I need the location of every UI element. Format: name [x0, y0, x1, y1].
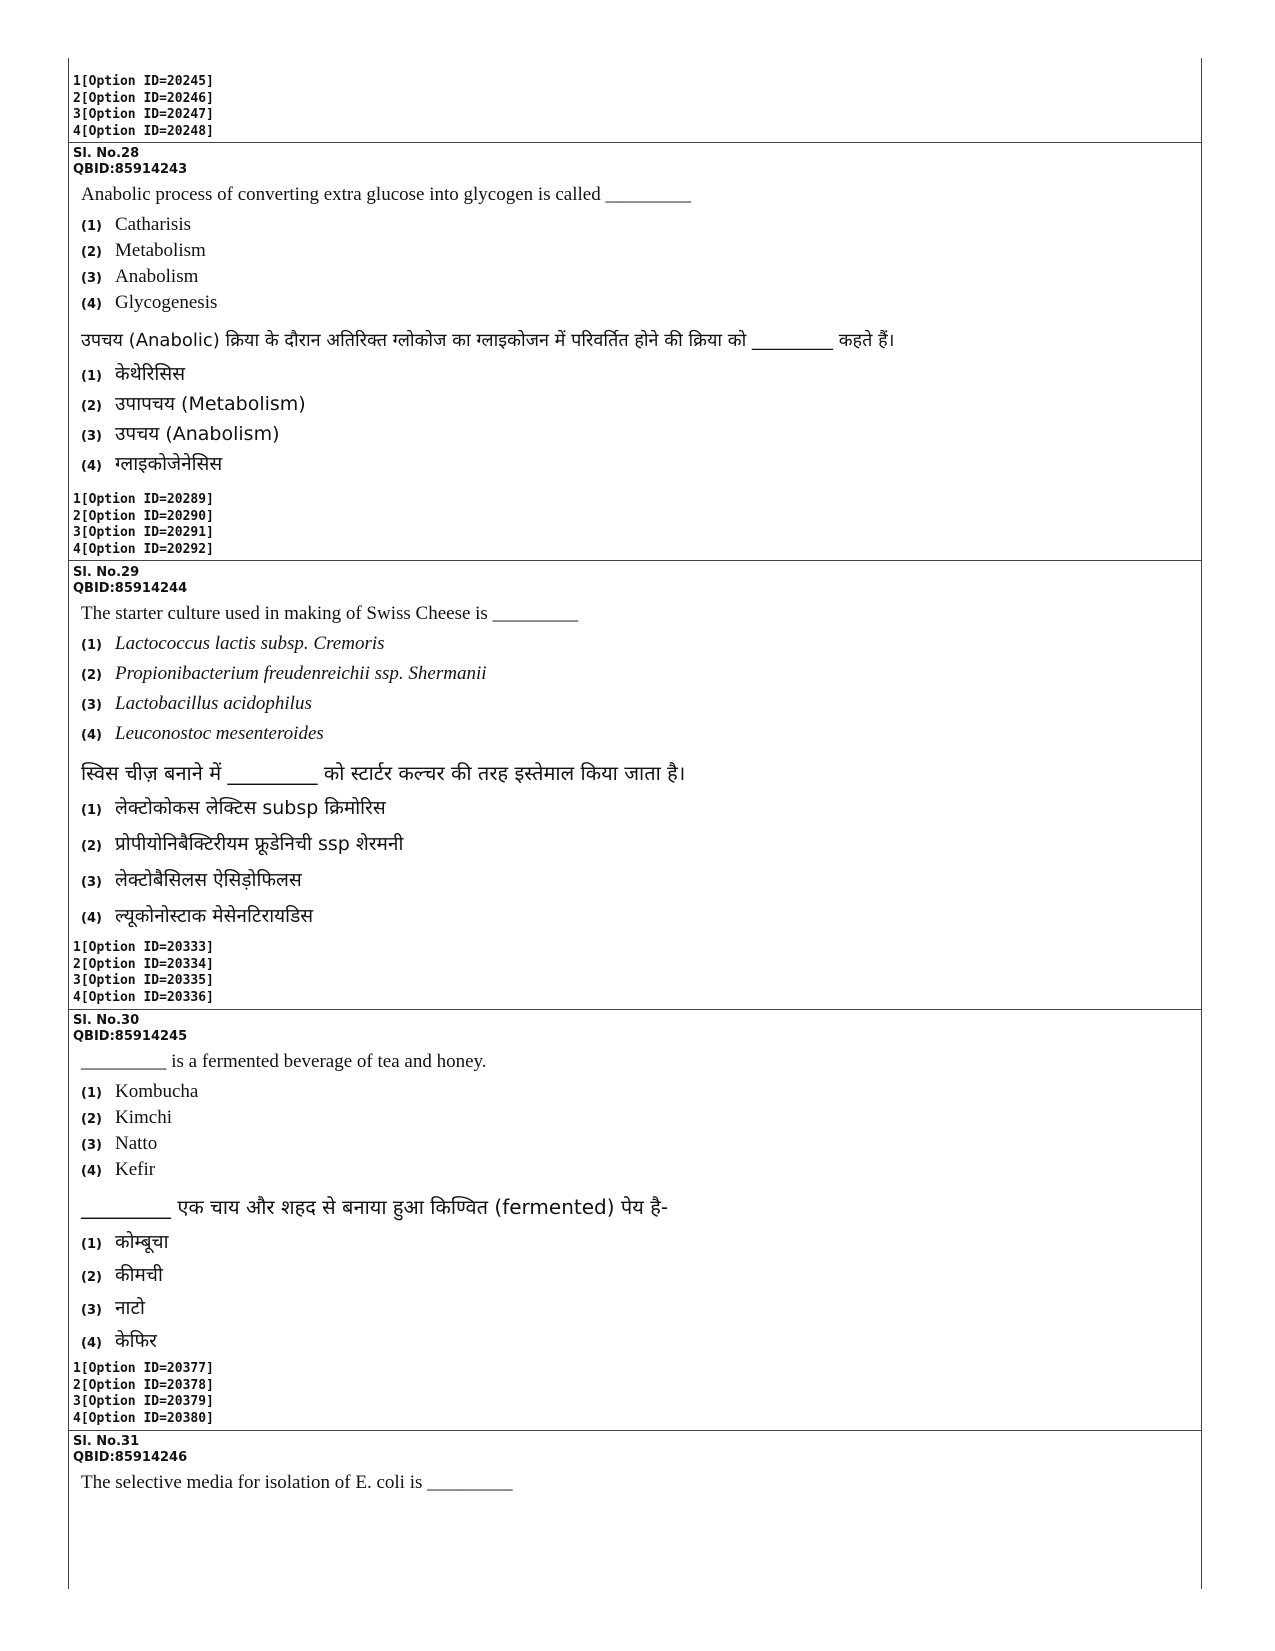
option-hi: [81, 1228, 1201, 1261]
question-text-en: _________ is a fermented beverage of tea and honey.: [81, 1051, 487, 1072]
option-en: [81, 240, 1201, 266]
option-hi: [81, 794, 1201, 830]
option-en: [81, 1133, 1201, 1159]
option-text: Metabolism: [115, 240, 206, 261]
question-text-hi: उपचय (Anabolic) क्रिया के दौरान अतिरिक्त ग्लोकोज का ग्लाइकोजन में परिवर्तित होने की क्रिया को _________ कहते हैं।: [81, 330, 895, 351]
qbid: QBID:85914243: [73, 162, 188, 177]
option-id: 1[Option ID=20377]: [73, 1361, 214, 1376]
option-number: (3): [81, 698, 102, 713]
option-text: Propionibacterium freudenreichii ssp. Shermanii: [115, 663, 487, 684]
option-en: [81, 723, 1201, 753]
option-id: 1[Option ID=20245]: [73, 74, 214, 89]
option-id: 1[Option ID=20333]: [73, 940, 214, 955]
option-number: (4): [81, 1336, 102, 1351]
option-ids-q30: [69, 1361, 1201, 1427]
option-en: [81, 1159, 1201, 1185]
option-hi: [81, 1294, 1201, 1327]
option-hi: [81, 390, 1201, 420]
option-number: (2): [81, 1270, 102, 1285]
option-hi: [81, 1261, 1201, 1294]
option-text: Glycogenesis: [115, 292, 218, 313]
serial-number: Sl. No.30: [73, 1013, 140, 1028]
option-number: (3): [81, 875, 102, 890]
option-number: (4): [81, 1164, 102, 1179]
option-text: कोम्बूचा: [115, 1231, 169, 1253]
option-text: Lactobacillus acidophilus: [115, 693, 312, 714]
option-text: ग्लाइकोजेनेसिस: [115, 453, 223, 475]
option-text: केफिर: [115, 1330, 157, 1352]
question-text-en: The selective media for isolation of E. coli is _________: [81, 1472, 513, 1493]
divider: [69, 1430, 1201, 1431]
option-en: [81, 1107, 1201, 1133]
option-hi: [81, 830, 1201, 866]
option-text: नाटो: [115, 1297, 145, 1319]
question-text-en: Anabolic process of converting extra glucose into glycogen is called _________: [81, 184, 691, 205]
option-number: (1): [81, 369, 102, 384]
option-en: [81, 214, 1201, 240]
question-30: [69, 1013, 1201, 1360]
divider: [69, 560, 1201, 561]
option-text: केथेरिसिस: [115, 363, 186, 385]
serial-number: Sl. No.29: [73, 565, 140, 580]
option-ids-q27: [69, 74, 1201, 140]
option-hi: [81, 360, 1201, 390]
option-text: Lactococcus lactis subsp. Cremoris: [115, 633, 385, 654]
option-number: (2): [81, 839, 102, 854]
option-ids-q29: [69, 940, 1201, 1006]
option-id: 3[Option ID=20379]: [73, 1394, 214, 1409]
option-number: (3): [81, 271, 102, 286]
option-en: [81, 663, 1201, 693]
option-number: (4): [81, 297, 102, 312]
option-text: उपापचय (Metabolism): [115, 393, 306, 415]
option-number: (1): [81, 803, 102, 818]
option-id: 1[Option ID=20289]: [73, 492, 214, 507]
option-number: (1): [81, 638, 102, 653]
option-text: प्रोपीयोनिबैक्टिरीयम फ्रूडेनिची ssp शेरमनी: [115, 833, 404, 855]
option-number: (4): [81, 911, 102, 926]
option-text: उपचय (Anabolism): [115, 423, 280, 445]
qbid: QBID:85914246: [73, 1450, 188, 1465]
option-text: Natto: [115, 1133, 158, 1154]
serial-number: Sl. No.28: [73, 146, 140, 161]
option-en: [81, 292, 1201, 318]
option-id: 2[Option ID=20246]: [73, 90, 214, 106]
option-number: (3): [81, 1138, 102, 1153]
option-hi: [81, 1327, 1201, 1360]
option-text: ल्यूकोनोस्टाक मेसेनटिरायडिस: [115, 905, 314, 927]
option-id: 4[Option ID=20380]: [73, 1410, 214, 1426]
question-paper-frame: [68, 58, 1202, 1589]
option-text: लेक्टोकोकस लेक्टिस subsp क्रिमोरिस: [115, 797, 386, 819]
option-text: Kimchi: [115, 1107, 172, 1128]
option-id: 3[Option ID=20291]: [73, 525, 214, 540]
option-id: 4[Option ID=20248]: [73, 123, 214, 139]
option-en: [81, 633, 1201, 663]
option-id: 3[Option ID=20247]: [73, 107, 214, 122]
option-en: [81, 1081, 1201, 1107]
option-hi: [81, 902, 1201, 938]
option-number: (2): [81, 1112, 102, 1127]
option-number: (1): [81, 1237, 102, 1252]
option-text: Catharisis: [115, 214, 191, 235]
option-id: 4[Option ID=20292]: [73, 541, 214, 557]
option-text: Leuconostoc mesenteroides: [115, 723, 324, 744]
option-ids-q28: [69, 492, 1201, 558]
option-id: 2[Option ID=20334]: [73, 956, 214, 972]
option-number: (3): [81, 1303, 102, 1318]
option-id: 4[Option ID=20336]: [73, 989, 214, 1005]
option-en: [81, 693, 1201, 723]
qbid: QBID:85914245: [73, 1029, 188, 1044]
question-text-hi: स्विस चीज़ बनाने में _________ को स्टार्टर कल्चर की तरह इस्तेमाल किया जाता है।: [81, 761, 686, 785]
option-hi: [81, 866, 1201, 902]
option-hi: [81, 450, 1201, 480]
question-text-hi: _________ एक चाय और शहद से बनाया हुआ किण्वित (fermented) पेय है-: [81, 1195, 669, 1219]
option-number: (3): [81, 429, 102, 444]
question-29: [69, 565, 1201, 938]
option-number: (4): [81, 459, 102, 474]
divider: [69, 1009, 1201, 1010]
option-id: 2[Option ID=20290]: [73, 508, 214, 524]
option-number: (2): [81, 399, 102, 414]
option-id: 3[Option ID=20335]: [73, 973, 214, 988]
option-text: लेक्टोबैसिलस ऐसिड़ोफिलस: [115, 869, 302, 891]
option-id: 2[Option ID=20378]: [73, 1377, 214, 1393]
option-number: (1): [81, 219, 102, 234]
option-number: (2): [81, 245, 102, 260]
option-number: (1): [81, 1086, 102, 1101]
option-text: Anabolism: [115, 266, 199, 287]
qbid: QBID:85914244: [73, 581, 188, 596]
option-number: (4): [81, 728, 102, 743]
option-number: (2): [81, 668, 102, 683]
question-31: [69, 1434, 1201, 1494]
option-text: Kombucha: [115, 1081, 199, 1102]
option-hi: [81, 420, 1201, 450]
question-28: [69, 146, 1201, 480]
option-text: Kefir: [115, 1159, 156, 1180]
option-text: कीमची: [115, 1264, 163, 1286]
serial-number: Sl. No.31: [73, 1434, 140, 1449]
option-en: [81, 266, 1201, 292]
question-text-en: The starter culture used in making of Swiss Cheese is _________: [81, 603, 579, 624]
divider: [69, 142, 1201, 143]
